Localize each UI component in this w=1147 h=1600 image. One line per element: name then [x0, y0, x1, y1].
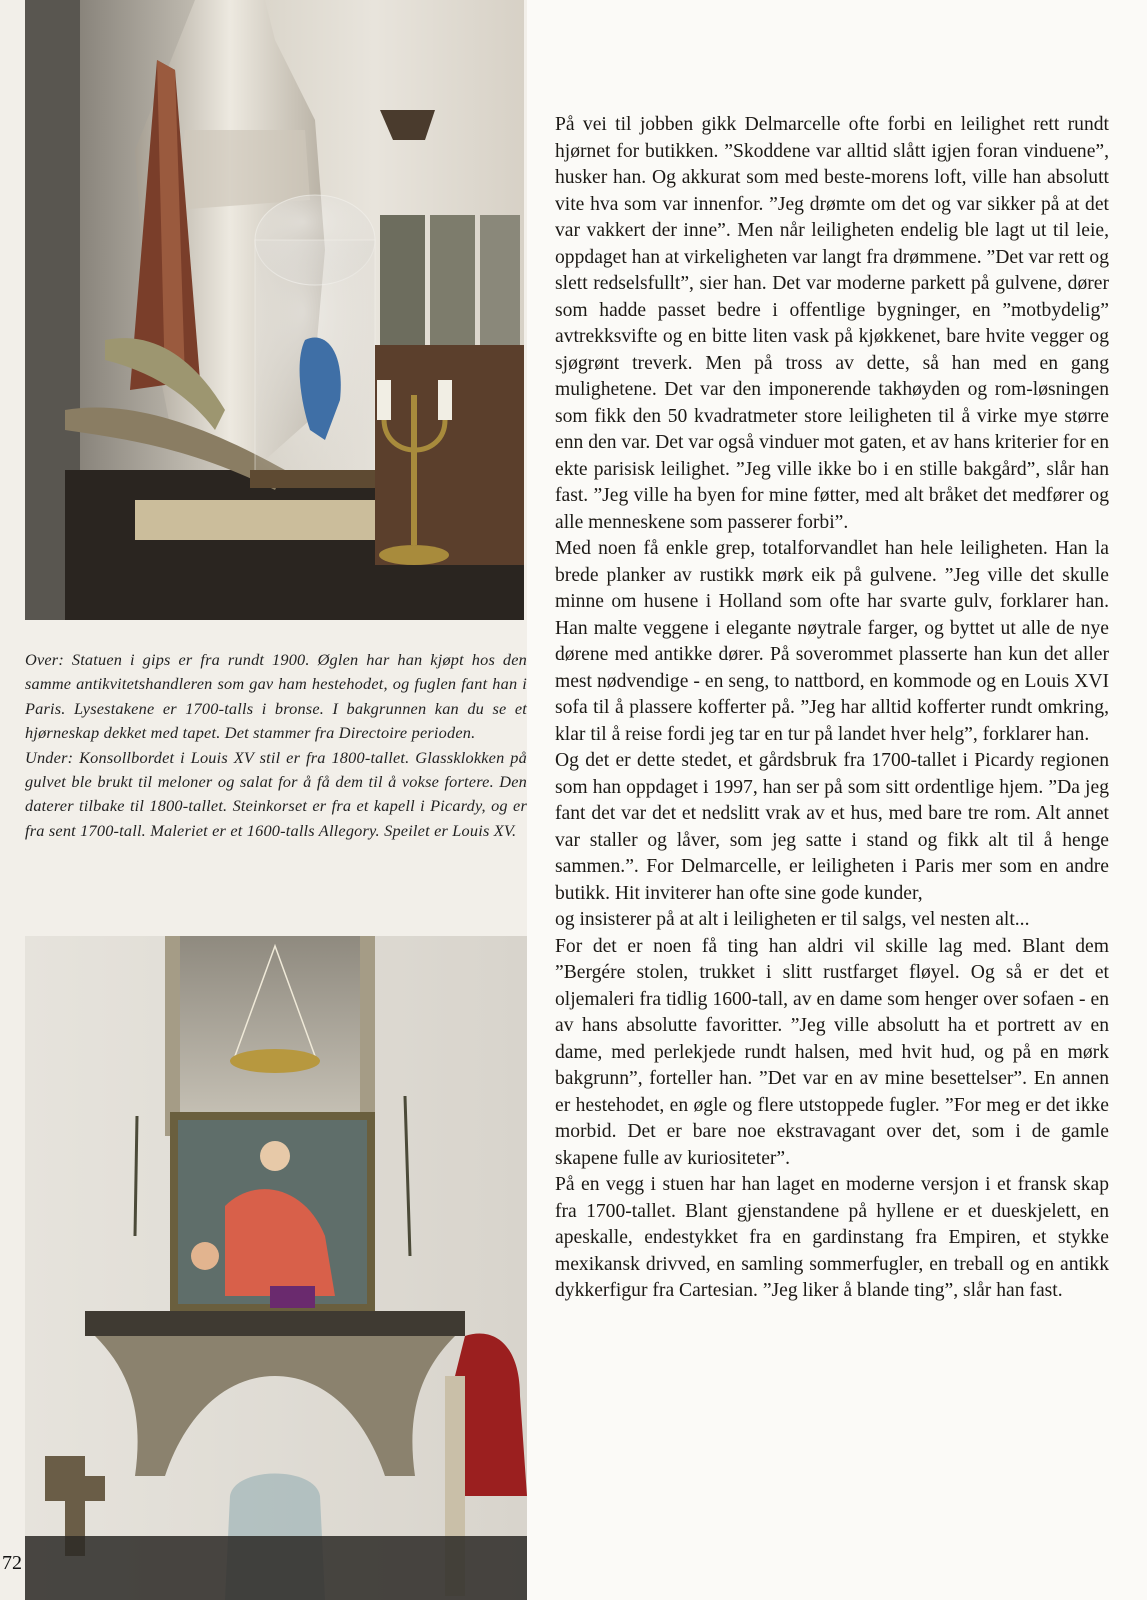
article-paragraph: Med noen få enkle grep, totalforvandlet han hele leiligheten. Han la brede planker av rustikk mørk eik på gulvene. ”Jeg ville det skulle minne om husene i Holland som ofte har svarte gulv, forklarer han. Han malte veggene i elegante nøytrale farger, og byttet ut alle de nye dørene med antikke dører. På soverommet plasserte han kun det aller mest nødvendige - en seng, to nattbord, en kommode og en Louis XVI sofa til å plassere kofferter på. ”Jeg har alltid kofferter rundt omkring, klar til å reise fordi jeg tar en tur på landet hver helg”, forklarer han.	[555, 538, 1109, 745]
photo-console-mirror-painting	[25, 936, 527, 1600]
article-paragraph: På en vegg i stuen har han laget en moderne versjon i et fransk skap fra 1700-tallet. Blant gjenstandene på hyllene er et dueskjelett, en apeskalle, endestykket fra en gardinstang fra Empiren, et stykke mexikansk drivved, en samling sommerfugler, en treball og en antikk dykkerfigur fra Cartesian. ”Jeg liker å blande ting”, slår han fast.	[555, 1174, 1109, 1301]
photo-caption	[25, 648, 527, 843]
article-body	[555, 112, 1109, 1305]
caption-over: Over: Statuen i gips er fra rundt 1900. Øglen har han kjøpt hos den samme antikvitetshandleren som gav ham hestehodet, og fuglen fant han i Paris. Lysestakene er 1700-talls i bronse. I bakgrunnen kan du se et hjørneskap dekket med tapet. Det stammer fra Directoire perioden.	[25, 650, 527, 743]
caption-under: Under: Konsollbordet i Louis XV stil er fra 1800-tallet. Glassklokken på gulvet ble brukt til meloner og salat for å få dem til å vokse fortere. Den daterer tilbake til 1800-tallet. Steinkorset er fra et kapell i Picardy, og er fra sent 1700-tall. Maleriet er et 1600-talls Allegory. Speilet er Louis XV.	[25, 747, 527, 840]
article-paragraph: For det er noen få ting han aldri vil skille lag med. Blant dem ”Bergére stolen, trukket i slitt rustfarget fløyel. Og så er det et oljemaleri fra tidlig 1600-tall, av en dame som henger over sofaen - en av hans absolutte favoritter. ”Jeg ville absolutt ha et portrett av en dame, med perlekjede rundt halsen, med hvit hud, og på en mørk bakgrunn”, forteller han. ”Det var en av mine besettelser”. En annen er hestehodet, en øgle og flere utstoppede fugler. ”For meg er det ikke morbid. Det er bare noe ekstravagant over det, som i de gamle skapene fulle av kuriositeter”.	[555, 935, 1109, 1169]
page-number: 72	[2, 1552, 22, 1574]
article-paragraph: Og det er dette stedet, et gårdsbruk fra 1700-tallet i Picardy regionen som han oppdaget i 1997, han ser på som sitt ordentlige hjem. ”Da jeg fant det var det et nedslitt vrak av et hus, med bare tre rom. Alt annet var staller og låver, som jeg satte i stand og fikk alt til å henge sammen.”. For Delmarcelle, er leiligheten i Paris mer som en andre butikk. Hit inviterer han ofte sine gode kunder,	[555, 750, 1109, 904]
article-paragraph: og insisterer på at alt i leiligheten er til salgs, vel nesten alt...	[555, 909, 1030, 930]
photo-statue-lizard-bird	[25, 0, 524, 620]
article-paragraph: På vei til jobben gikk Delmarcelle ofte forbi en leilighet rett rundt hjørnet for butikken. ”Skoddene var alltid slått igjen foran vinduene”, husker han. Og akkurat som med beste-morens loft, ville han absolutt vite hva som var innenfor. ”Jeg drømte om det og var sikker på at det var vakkert der inne”. Men når leiligheten endelig ble lagt ut til leie, oppdaget han at virkeligheten var langt fra drømmene. ”Det var rett og slett redselsfullt”, sier han. Det var moderne parkett på gulvene, dører som hadde passet bedre i offentlige bygninger, en ”motbydelig” avtrekksvifte og en bitte liten vask på kjøkkenet, bare hvite vegger og sjøgrønt treverk. Men på tross av dette, så han med en gang mulighetene. Det var den imponerende takhøyden og rom-løsningen som fikk den 50 kvadratmeter store leiligheten til å virke mye større enn den var. Det var også vinduer mot gaten, et av hans kriterier for en ekte parisisk leilighet. ”Jeg ville ikke bo i en stille bakgård”, slår han fast. ”Jeg ville ha byen for mine føtter, med alt bråket det medfører og alle menneskene som passerer forbi”.	[555, 114, 1109, 533]
